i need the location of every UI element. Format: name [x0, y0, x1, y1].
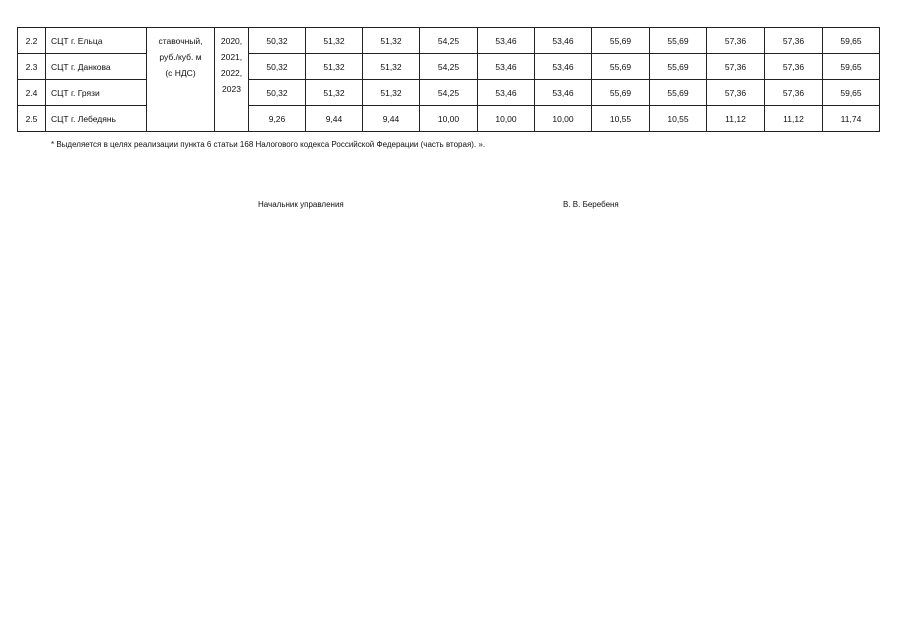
tariff-value: 9,26 — [249, 106, 306, 132]
tariff-value: 55,69 — [592, 80, 650, 106]
tariff-value: 57,36 — [765, 54, 823, 80]
tariff-year-line: 2021, — [220, 52, 243, 62]
tariff-value: 10,00 — [420, 106, 478, 132]
row-number: 2.4 — [18, 80, 46, 106]
tariff-unit-line: (с НДС) — [165, 68, 196, 78]
tariff-value: 11,12 — [765, 106, 823, 132]
tariff-year-line: 2020, — [220, 36, 243, 46]
tariff-year-line: 2023 — [222, 84, 241, 94]
tariff-value: 54,25 — [420, 80, 478, 106]
tariff-value: 50,32 — [249, 80, 306, 106]
tariff-value: 11,74 — [823, 106, 880, 132]
tariff-value: 57,36 — [765, 80, 823, 106]
tariff-value: 10,55 — [592, 106, 650, 132]
heating-system-name: СЦТ г. Лебедянь — [46, 106, 147, 132]
tariff-value: 53,46 — [478, 80, 535, 106]
footnote: * Выделяется в целях реализации пункта 6 статьи 168 Налогового кодекса Российской Федерации (часть вторая). ». — [51, 140, 486, 149]
table-row — [18, 28, 880, 54]
tariff-value: 10,55 — [650, 106, 707, 132]
tariff-value: 10,00 — [535, 106, 592, 132]
tariff-value: 59,65 — [823, 80, 880, 106]
tariff-value: 55,69 — [650, 54, 707, 80]
tariff-value: 53,46 — [535, 54, 592, 80]
heating-system-name: СЦТ г. Грязи — [46, 80, 147, 106]
tariff-value: 57,36 — [707, 80, 765, 106]
tariff-value: 59,65 — [823, 28, 880, 54]
tariff-value: 55,69 — [592, 28, 650, 54]
tariff-unit-line: руб./куб. м — [159, 52, 202, 62]
tariff-value: 57,36 — [765, 28, 823, 54]
tariff-value: 59,65 — [823, 54, 880, 80]
tariff-value: 51,32 — [363, 28, 420, 54]
tariff-value: 50,32 — [249, 54, 306, 80]
tariff-unit-line: ставочный, — [158, 36, 203, 46]
row-number: 2.2 — [18, 28, 46, 54]
heating-system-name: СЦТ г. Ельца — [46, 28, 147, 54]
tariff-value: 53,46 — [535, 28, 592, 54]
tariff-value: 53,46 — [478, 28, 535, 54]
tariff-unit-cell — [147, 28, 215, 132]
heating-system-name: СЦТ г. Данкова — [46, 54, 147, 80]
tariff-value: 51,32 — [306, 28, 363, 54]
tariff-value: 57,36 — [707, 28, 765, 54]
tariff-value: 54,25 — [420, 28, 478, 54]
tariff-value: 11,12 — [707, 106, 765, 132]
tariff-value: 10,00 — [478, 106, 535, 132]
tariff-value: 53,46 — [535, 80, 592, 106]
tariff-value: 9,44 — [306, 106, 363, 132]
tariff-value: 55,69 — [650, 80, 707, 106]
tariff-value: 51,32 — [363, 80, 420, 106]
tariff-value: 55,69 — [650, 28, 707, 54]
tariff-value: 51,32 — [306, 54, 363, 80]
tariff-value: 55,69 — [592, 54, 650, 80]
tariff-value: 50,32 — [249, 28, 306, 54]
row-number: 2.3 — [18, 54, 46, 80]
row-number: 2.5 — [18, 106, 46, 132]
signature-title: Начальник управления — [258, 200, 344, 209]
tariff-value: 51,32 — [363, 54, 420, 80]
signature-name: В. В. Беребеня — [563, 200, 619, 209]
tariff-value: 57,36 — [707, 54, 765, 80]
tariff-value: 54,25 — [420, 54, 478, 80]
tariff-years-cell — [215, 28, 249, 132]
tariff-table — [17, 27, 880, 132]
tariff-value: 9,44 — [363, 106, 420, 132]
tariff-year-line: 2022, — [220, 68, 243, 78]
tariff-value: 53,46 — [478, 54, 535, 80]
tariff-value: 51,32 — [306, 80, 363, 106]
